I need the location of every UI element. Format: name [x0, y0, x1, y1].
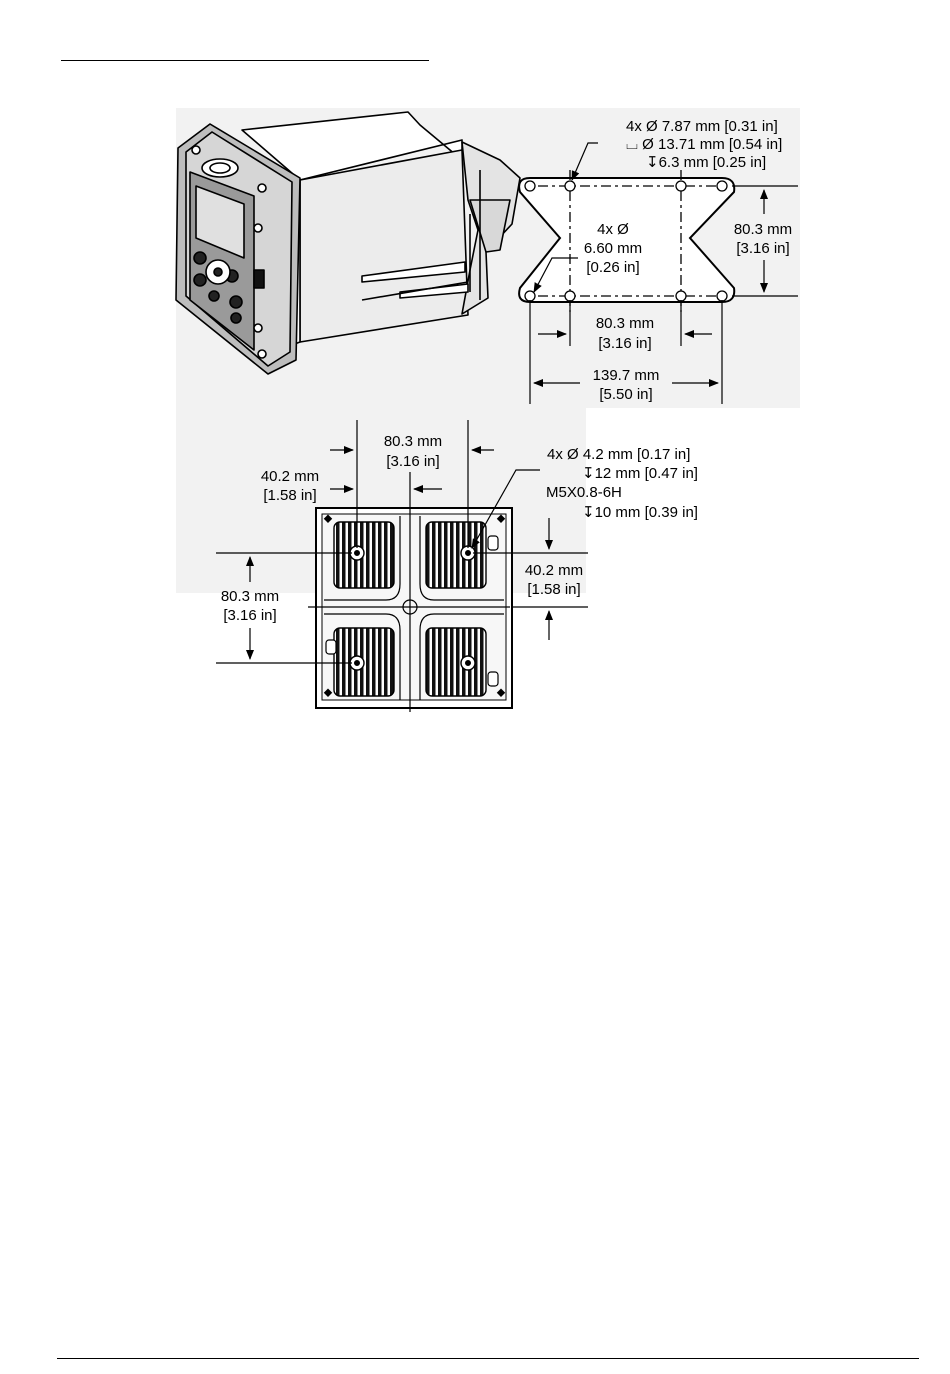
- inner-holes-mm-label: 6.60 mm: [583, 240, 643, 257]
- hole-spacing-mm: 80.3 mm: [595, 315, 655, 332]
- inner-holes-count-label: 4x Ø: [597, 221, 629, 238]
- mount-holes-label: 4x Ø 7.87 mm [0.31 in]: [626, 118, 778, 135]
- bracket-height-mm: 80.3 mm: [733, 221, 793, 238]
- bracket-width-mm: 139.7 mm: [592, 367, 660, 384]
- rear-view-drawing: [316, 508, 512, 708]
- rear-left-offset-inch: [1.58 in]: [263, 487, 317, 504]
- rear-top-spacing-mm: 80.3 mm: [383, 433, 443, 450]
- hole-depth-label: ↧6.3 mm [0.25 in]: [646, 154, 767, 171]
- threaded-depth-label: ↧12 mm [0.47 in]: [582, 465, 698, 482]
- bracket-height-inch: [3.16 in]: [736, 240, 790, 257]
- rear-left-offset-mm: 40.2 mm: [260, 468, 320, 485]
- thread-spec-label: M5X0.8-6H: [546, 484, 622, 501]
- rear-vertical-spacing-inch: [3.16 in]: [223, 607, 277, 624]
- rear-right-offset-inch: [1.58 in]: [527, 581, 581, 598]
- counterbore-label: ⌴ Ø 13.71 mm [0.54 in]: [626, 136, 783, 153]
- threaded-holes-label: 4x Ø 4.2 mm [0.17 in]: [547, 446, 691, 463]
- rear-top-spacing-inch: [3.16 in]: [386, 453, 440, 470]
- rear-vertical-spacing-mm: 80.3 mm: [220, 588, 280, 605]
- thread-depth-label: ↧10 mm [0.39 in]: [582, 504, 698, 521]
- bracket-width-inch: [5.50 in]: [599, 386, 653, 403]
- rear-right-offset-mm: 40.2 mm: [524, 562, 584, 579]
- footer-rule: [57, 1358, 919, 1359]
- inner-holes-inch-label: [0.26 in]: [586, 259, 640, 276]
- hole-spacing-inch: [3.16 in]: [598, 335, 652, 352]
